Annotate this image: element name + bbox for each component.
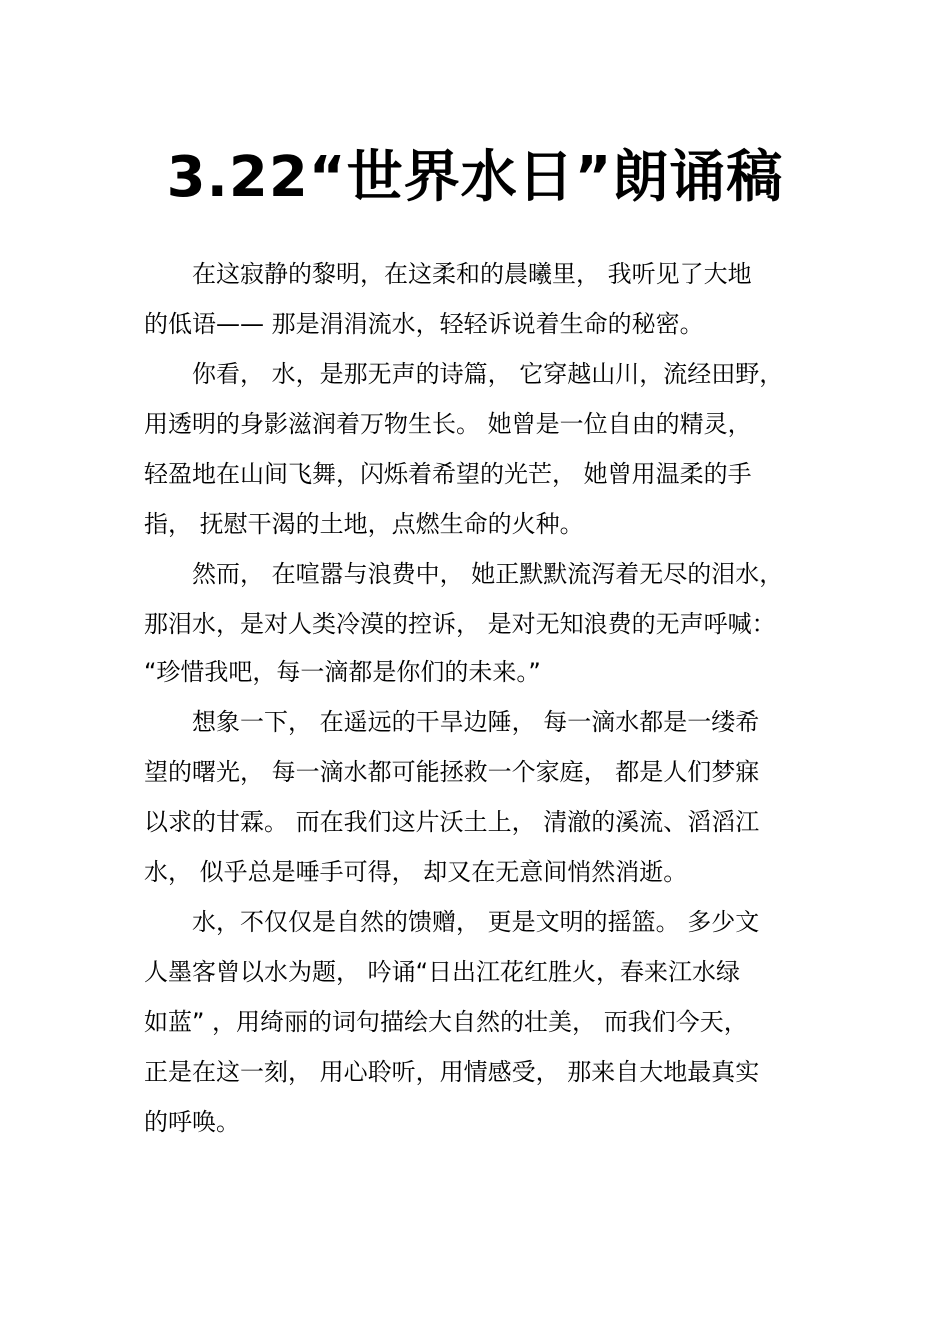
body-line: 想象一下， 在遥远的干旱边陲， 每一滴水都是一缕希 (144, 708, 760, 736)
body-line: 望的曙光， 每一滴水都可能拯救一个家庭， 都是人们梦寐 (144, 758, 760, 786)
body-line: 轻盈地在山间飞舞，闪烁着希望的光芒， 她曾用温柔的手 (144, 460, 752, 488)
body-line: 用透明的身影滋润着万物生长。 她曾是一位自由的精灵， (144, 410, 752, 438)
body-line: 水， 似乎总是唾手可得， 却又在无意间悄然消逝。 (144, 858, 688, 886)
body-line: 的低语—— 那是涓涓流水，轻轻诉说着生命的秘密。 (144, 310, 704, 338)
body-line: “珍惜我吧，每一滴都是你们的未来。” (144, 658, 541, 686)
body-line: 指， 抚慰干渴的土地，点燃生命的火种。 (144, 510, 584, 538)
body-line: 的呼唤。 (144, 1108, 240, 1136)
body-line: 水，不仅仅是自然的馈赠， 更是文明的摇篮。 多少文 (144, 908, 760, 936)
page-title: 3.22“世界水日”朗诵稿 (166, 145, 784, 210)
body-line: 人墨客曾以水为题， 吟诵“日出江花红胜火，春来江水绿 (144, 958, 741, 986)
body-line: 那泪水，是对人类冷漠的控诉， 是对无知浪费的无声呼喊： (144, 610, 776, 638)
body-line: 然而， 在喧嚣与浪费中， 她正默默流泻着无尽的泪水， (144, 560, 784, 588)
body-line: 如蓝” ，用绮丽的词句描绘大自然的壮美， 而我们今天， (144, 1008, 748, 1036)
body-line: 正是在这一刻， 用心聆听，用情感受， 那来自大地最真实 (144, 1058, 760, 1086)
body-line: 你看， 水，是那无声的诗篇， 它穿越山川，流经田野， (144, 360, 784, 388)
body-line: 以求的甘霖。 而在我们这片沃土上， 清澈的溪流、滔滔江 (144, 808, 760, 836)
body-line: 在这寂静的黎明，在这柔和的晨曦里， 我听见了大地 (144, 260, 752, 288)
